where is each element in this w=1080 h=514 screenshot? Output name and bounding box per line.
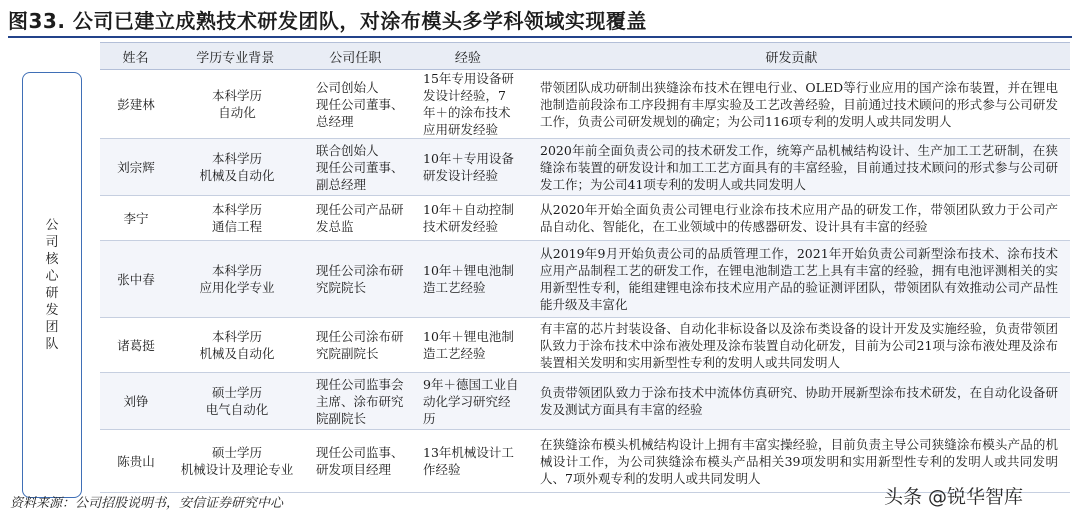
source-note: 资料来源：公司招股说明书，安信证券研究中心 (10, 496, 284, 511)
cell-contribution: 从2019年9月开始负责公司的品质管理工作，2021年开始负责公司新型涂布技术、涂布技术应用产品制程工艺的研发工作，在锂电池制造工艺上具有丰富的经验，拥有电池评测相关的实用新型性专利，能组建锂电涂布技术应用产品的验证测评团队，带领团队有效推动公司产品性能升级及丰富化 (540, 246, 1058, 312)
header-experience: 经验 (454, 50, 481, 66)
cell-contribution: 带领团队成功研制出狭缝涂布技术在锂电行业、OLED等行业应用的国产涂布装置，并在锂电池制造前段涂布工序段拥有丰厚实验及工艺改善经验，目前通过技术顾问的形式参与公司研发工作，负责公司研发规划的确定；为公司116项专利的发明人或共同发明人 (540, 79, 1058, 129)
cell-experience: 10年＋锂电池制 造工艺经验 (423, 263, 514, 295)
edu-degree: 硕士学历 (211, 385, 262, 400)
cell-name: 刘铮 (123, 393, 149, 409)
cell-education (172, 196, 302, 240)
header-education: 学历专业背景 (196, 50, 275, 66)
cell-position: 公司创始人 现任公司董事、 总经理 (316, 79, 404, 129)
page-title: 图33. 公司已建立成熟技术研发团队，对涂布模头多学科领域实现覆盖 (8, 6, 1072, 38)
cell-education (172, 70, 302, 138)
edu-degree: 本科学历 (211, 263, 262, 278)
cell-name: 李宁 (123, 210, 149, 226)
cell-contribution: 负责带领团队致力于涂布技术中流体仿真研究、协助开展新型涂布技术研发，在自动化设备研发及测试方面具有丰富的经验 (540, 385, 1058, 417)
team-group-box (22, 72, 82, 498)
edu-major: 电气自动化 (205, 402, 269, 417)
header-contribution: 研发贡献 (765, 50, 818, 66)
header-position: 公司任职 (329, 50, 382, 66)
cell-experience: 13年机械设计工 作经验 (423, 445, 514, 477)
edu-degree: 硕士学历 (211, 445, 262, 460)
edu-major: 机械及自动化 (199, 346, 275, 361)
cell-contribution: 2020年前全面负责公司的技术研发工作，统筹产品机械结构设计、生产加工工艺研制，在狭缝涂布装置的研发设计和加工工艺方面具有的丰富经验，目前通过技术顾问的形式参与公司研发工作；为公司41项专利的发明人或共同发明人 (540, 142, 1058, 192)
cell-position: 现任公司监事会 主席、涂布研究 院副院长 (316, 376, 404, 426)
cell-position: 联合创始人 现任公司董事、 副总经理 (316, 142, 404, 192)
cell-contribution: 从2020年开始全面负责公司锂电行业涂布技术应用产品的研发工作，带领团队致力于公司产品自动化、智能化，在工业领域中的传感器研发、设计具有丰富的经验 (540, 202, 1058, 234)
edu-major: 机械设计及理论专业 (180, 462, 294, 477)
cell-experience: 15年专用设备研 发设计经验，7 年＋的涂布技术 应用研发经验 (423, 71, 514, 137)
edu-degree: 本科学历 (211, 329, 262, 344)
cell-education (172, 241, 302, 317)
cell-name: 彭建林 (117, 96, 155, 112)
cell-position: 现任公司涂布研 究院副院长 (316, 329, 404, 361)
team-table (100, 42, 1070, 493)
cell-contribution: 在狭缝涂布模头机械结构设计上拥有丰富实操经验，目前负责主导公司狭缝涂布模头产品的机械设计工作，为公司狭缝涂布模头产品相关39项发明和实用新型性专利的发明人或共同发明人、7项外观专利的发明人或共同发明人 (540, 436, 1058, 486)
table-row (100, 139, 1070, 196)
cell-education (172, 139, 302, 195)
table-row (100, 318, 1070, 373)
table-header (100, 42, 1070, 70)
edu-degree: 本科学历 (211, 202, 262, 217)
table-row (100, 70, 1070, 139)
cell-experience: 9年＋德国工业自 动化学习研究经 历 (423, 376, 519, 426)
cell-name: 刘宗辉 (117, 159, 155, 175)
cell-experience: 10年＋锂电池制 造工艺经验 (423, 329, 514, 361)
cell-experience: 10年＋专用设备 研发设计经验 (423, 151, 514, 183)
table-row (100, 196, 1070, 241)
cell-position: 现任公司涂布研 究院院长 (316, 263, 404, 295)
table-body (100, 70, 1070, 493)
cell-contribution: 有丰富的芯片封装设备、自动化非标设备以及涂布类设备的设计开发及实施经验，负责带领团队致力于涂布技术中涂布液处理及涂布装置自动化研发，目前为公司21项与涂布液处理及涂布装置相关发明和实用新型性专利的发明人或共同发明人 (540, 320, 1058, 370)
table-row (100, 241, 1070, 318)
table-row (100, 373, 1070, 430)
cell-name: 张中春 (117, 271, 155, 287)
watermark: 头条 @锐华智库 (884, 486, 1024, 508)
edu-major: 自动化 (218, 105, 256, 120)
edu-degree: 本科学历 (211, 88, 262, 103)
cell-education (172, 373, 302, 429)
cell-experience: 10年＋自动控制 技术研发经验 (423, 202, 514, 234)
cell-education (172, 430, 302, 492)
team-group-label: 公司核心研发团队 (45, 218, 59, 352)
cell-position: 现任公司监事、 研发项目经理 (316, 445, 404, 477)
header-name: 姓名 (122, 50, 149, 66)
cell-education (172, 318, 302, 372)
cell-name: 诸葛挺 (117, 337, 155, 353)
edu-major: 机械及自动化 (199, 168, 275, 183)
edu-major: 应用化学专业 (199, 280, 275, 295)
edu-major: 通信工程 (211, 219, 262, 234)
cell-position: 现任公司产品研 发总监 (316, 202, 404, 234)
cell-name: 陈贵山 (117, 453, 155, 469)
edu-degree: 本科学历 (211, 151, 262, 166)
